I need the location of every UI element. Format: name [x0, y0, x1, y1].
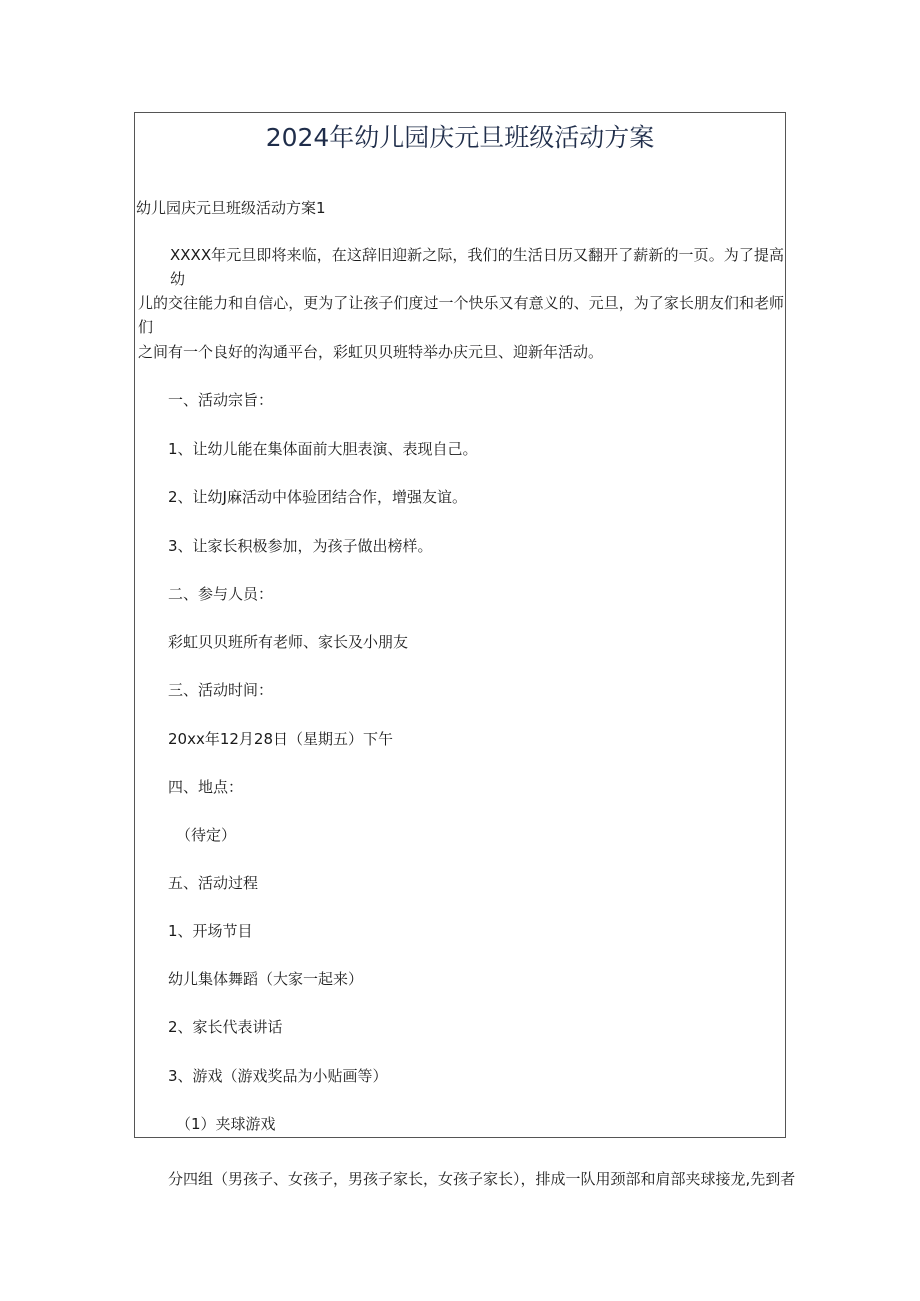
- section-heading-participants: 二、参与人员：: [168, 585, 274, 603]
- process-item-1: 1、开场节目: [168, 922, 253, 940]
- process-item-3: 3、游戏（游戏奖品为小贴画等）: [168, 1067, 388, 1085]
- purpose-item-1: 1、让幼儿能在集体面前大胆表演、表现自己。: [168, 440, 478, 458]
- section-heading-time: 三、活动时间：: [168, 681, 274, 699]
- participants-text: 彩虹贝贝班所有老师、家长及小朋友: [168, 633, 409, 651]
- document-title: 2024年幼儿园庆元旦班级活动方案: [265, 123, 655, 152]
- purpose-item-3: 3、让家长积极参加，为孩子做出榜样。: [168, 537, 433, 555]
- section-heading-purpose: 一、活动宗旨：: [168, 391, 274, 409]
- process-item-2: 2、家长代表讲话: [168, 1018, 283, 1036]
- section-heading-place: 四、地点：: [168, 778, 244, 796]
- purpose-item-2: 2、让幼J麻活动中体验团结合作，增强友谊。: [168, 488, 467, 506]
- game-item-1: （1）夹球游戏: [176, 1115, 276, 1133]
- game-item-1-detail: 分四组（男孩子、女孩子，男孩子家长，女孩子家长），排成一队用颈部和肩部夹球接龙,先到者: [168, 1170, 796, 1188]
- intro-line-2: 儿的交往能力和自信心，更为了让孩子们度过一个快乐又有意义的、元旦，为了家长朋友们和老师们: [138, 294, 784, 336]
- time-text: 20xx年12月28日（星期五）下午: [168, 730, 394, 748]
- section-heading-process: 五、活动过程: [168, 874, 259, 892]
- process-item-1-detail: 幼儿集体舞蹈（大家一起来）: [168, 970, 364, 988]
- intro-line-1: XXXX年元旦即将来临，在这辞旧迎新之际，我们的生活日历又翻开了薪新的一页。为了提高幼: [170, 246, 784, 288]
- intro-line-3: 之间有一个良好的沟通平台，彩虹贝贝班特举办庆元旦、迎新年活动。: [138, 343, 604, 361]
- document-subtitle: 幼儿园庆元旦班级活动方案1: [136, 199, 326, 217]
- place-text: （待定）: [176, 826, 237, 844]
